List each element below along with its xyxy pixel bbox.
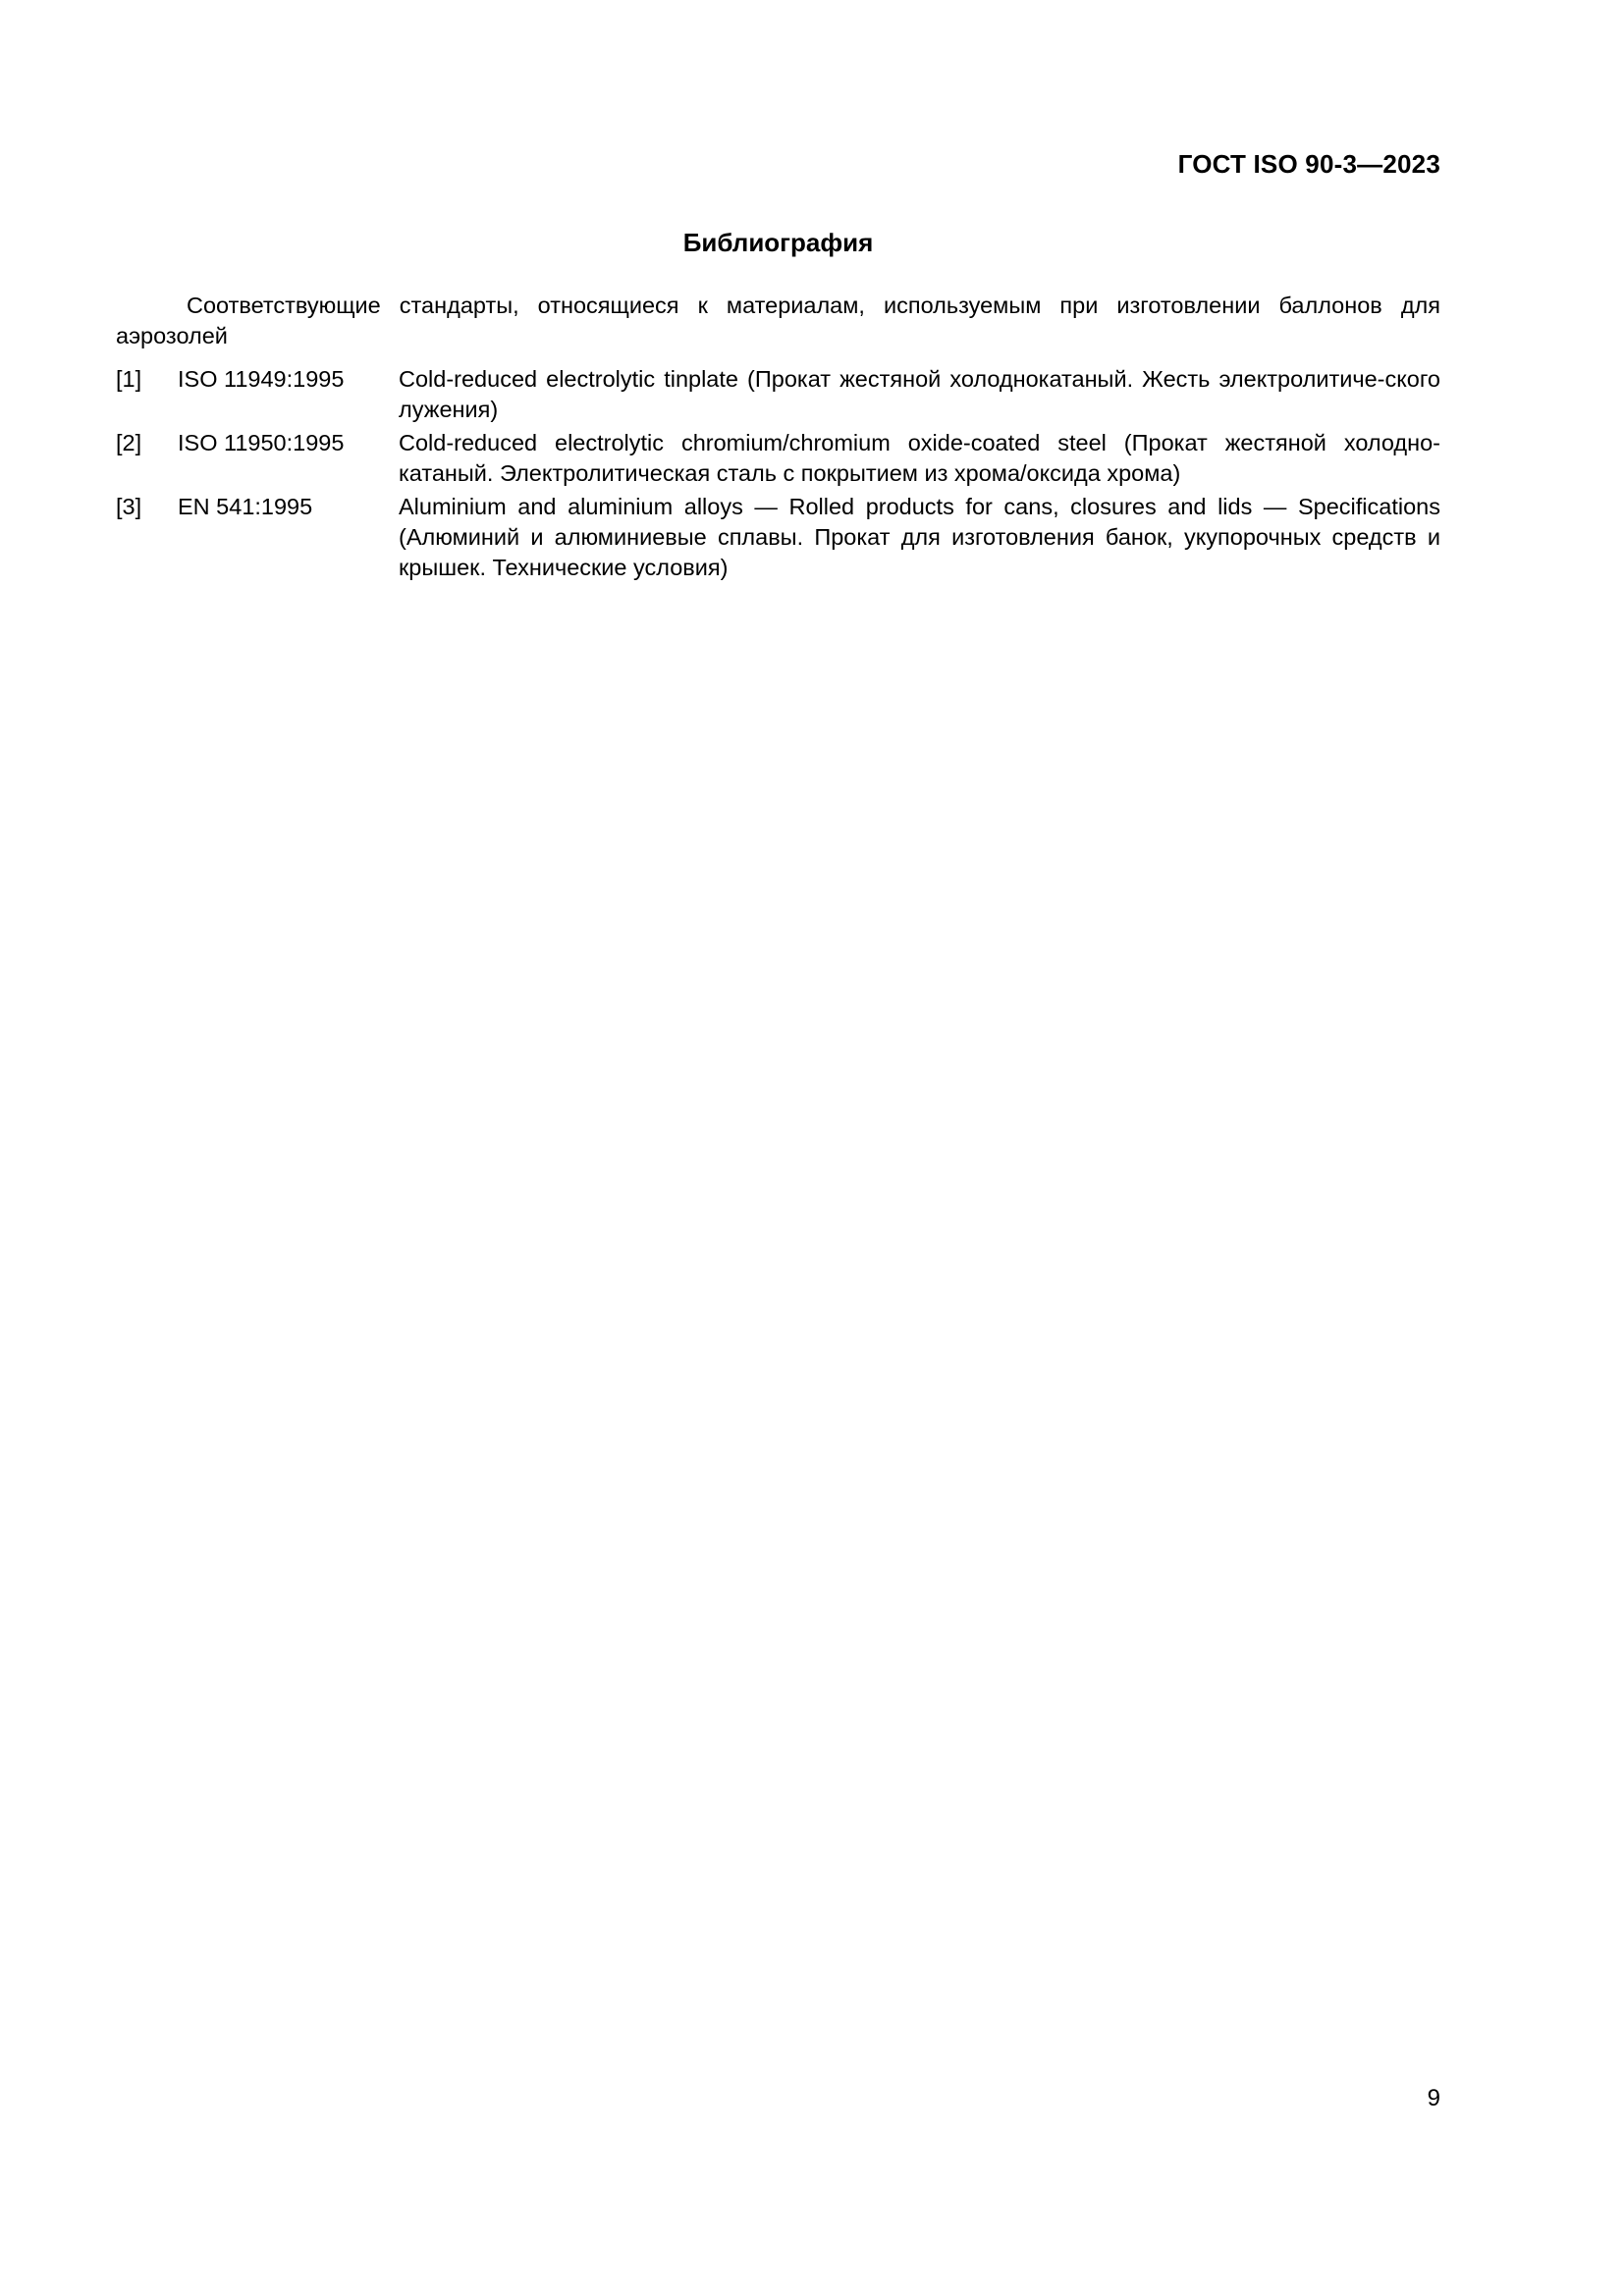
reference-item xyxy=(116,492,1440,583)
reference-description: Aluminium and aluminium alloys — Rolled products for cans, closures and lids — Specifications (Алюминий и алюминиевые сплавы. Прокат для изготовления банок, укупорочных средств и крышек. Технические условия) xyxy=(399,494,1440,580)
reference-list xyxy=(116,364,1440,586)
reference-item xyxy=(116,364,1440,425)
reference-item xyxy=(116,428,1440,489)
page-number: 9 xyxy=(1427,2085,1440,2111)
document-standard-code: ГОСТ ISO 90-3—2023 xyxy=(1177,149,1440,179)
section-title: Библиография xyxy=(682,228,874,257)
reference-number: [2] xyxy=(116,430,142,455)
intro-paragraph: Соответствующие стандарты, относящиеся к материалам, используемым при изготовлении баллонов для аэрозолей xyxy=(116,293,1440,348)
reference-number: [1] xyxy=(116,366,142,392)
reference-code: ISO 11949:1995 xyxy=(178,366,345,392)
reference-number: [3] xyxy=(116,494,142,519)
reference-description: Cold-reduced electrolytic chromium/chromium oxide-coated steel (Прокат жестяной холодно-катаный. Электролитическая сталь с покрытием из хрома/оксида хрома) xyxy=(399,430,1440,486)
reference-description: Cold-reduced electrolytic tinplate (Прокат жестяной холоднокатаный. Жесть электролитиче-ского лужения) xyxy=(399,366,1440,422)
reference-code: ISO 11950:1995 xyxy=(178,430,345,455)
reference-code: EN 541:1995 xyxy=(178,494,313,519)
